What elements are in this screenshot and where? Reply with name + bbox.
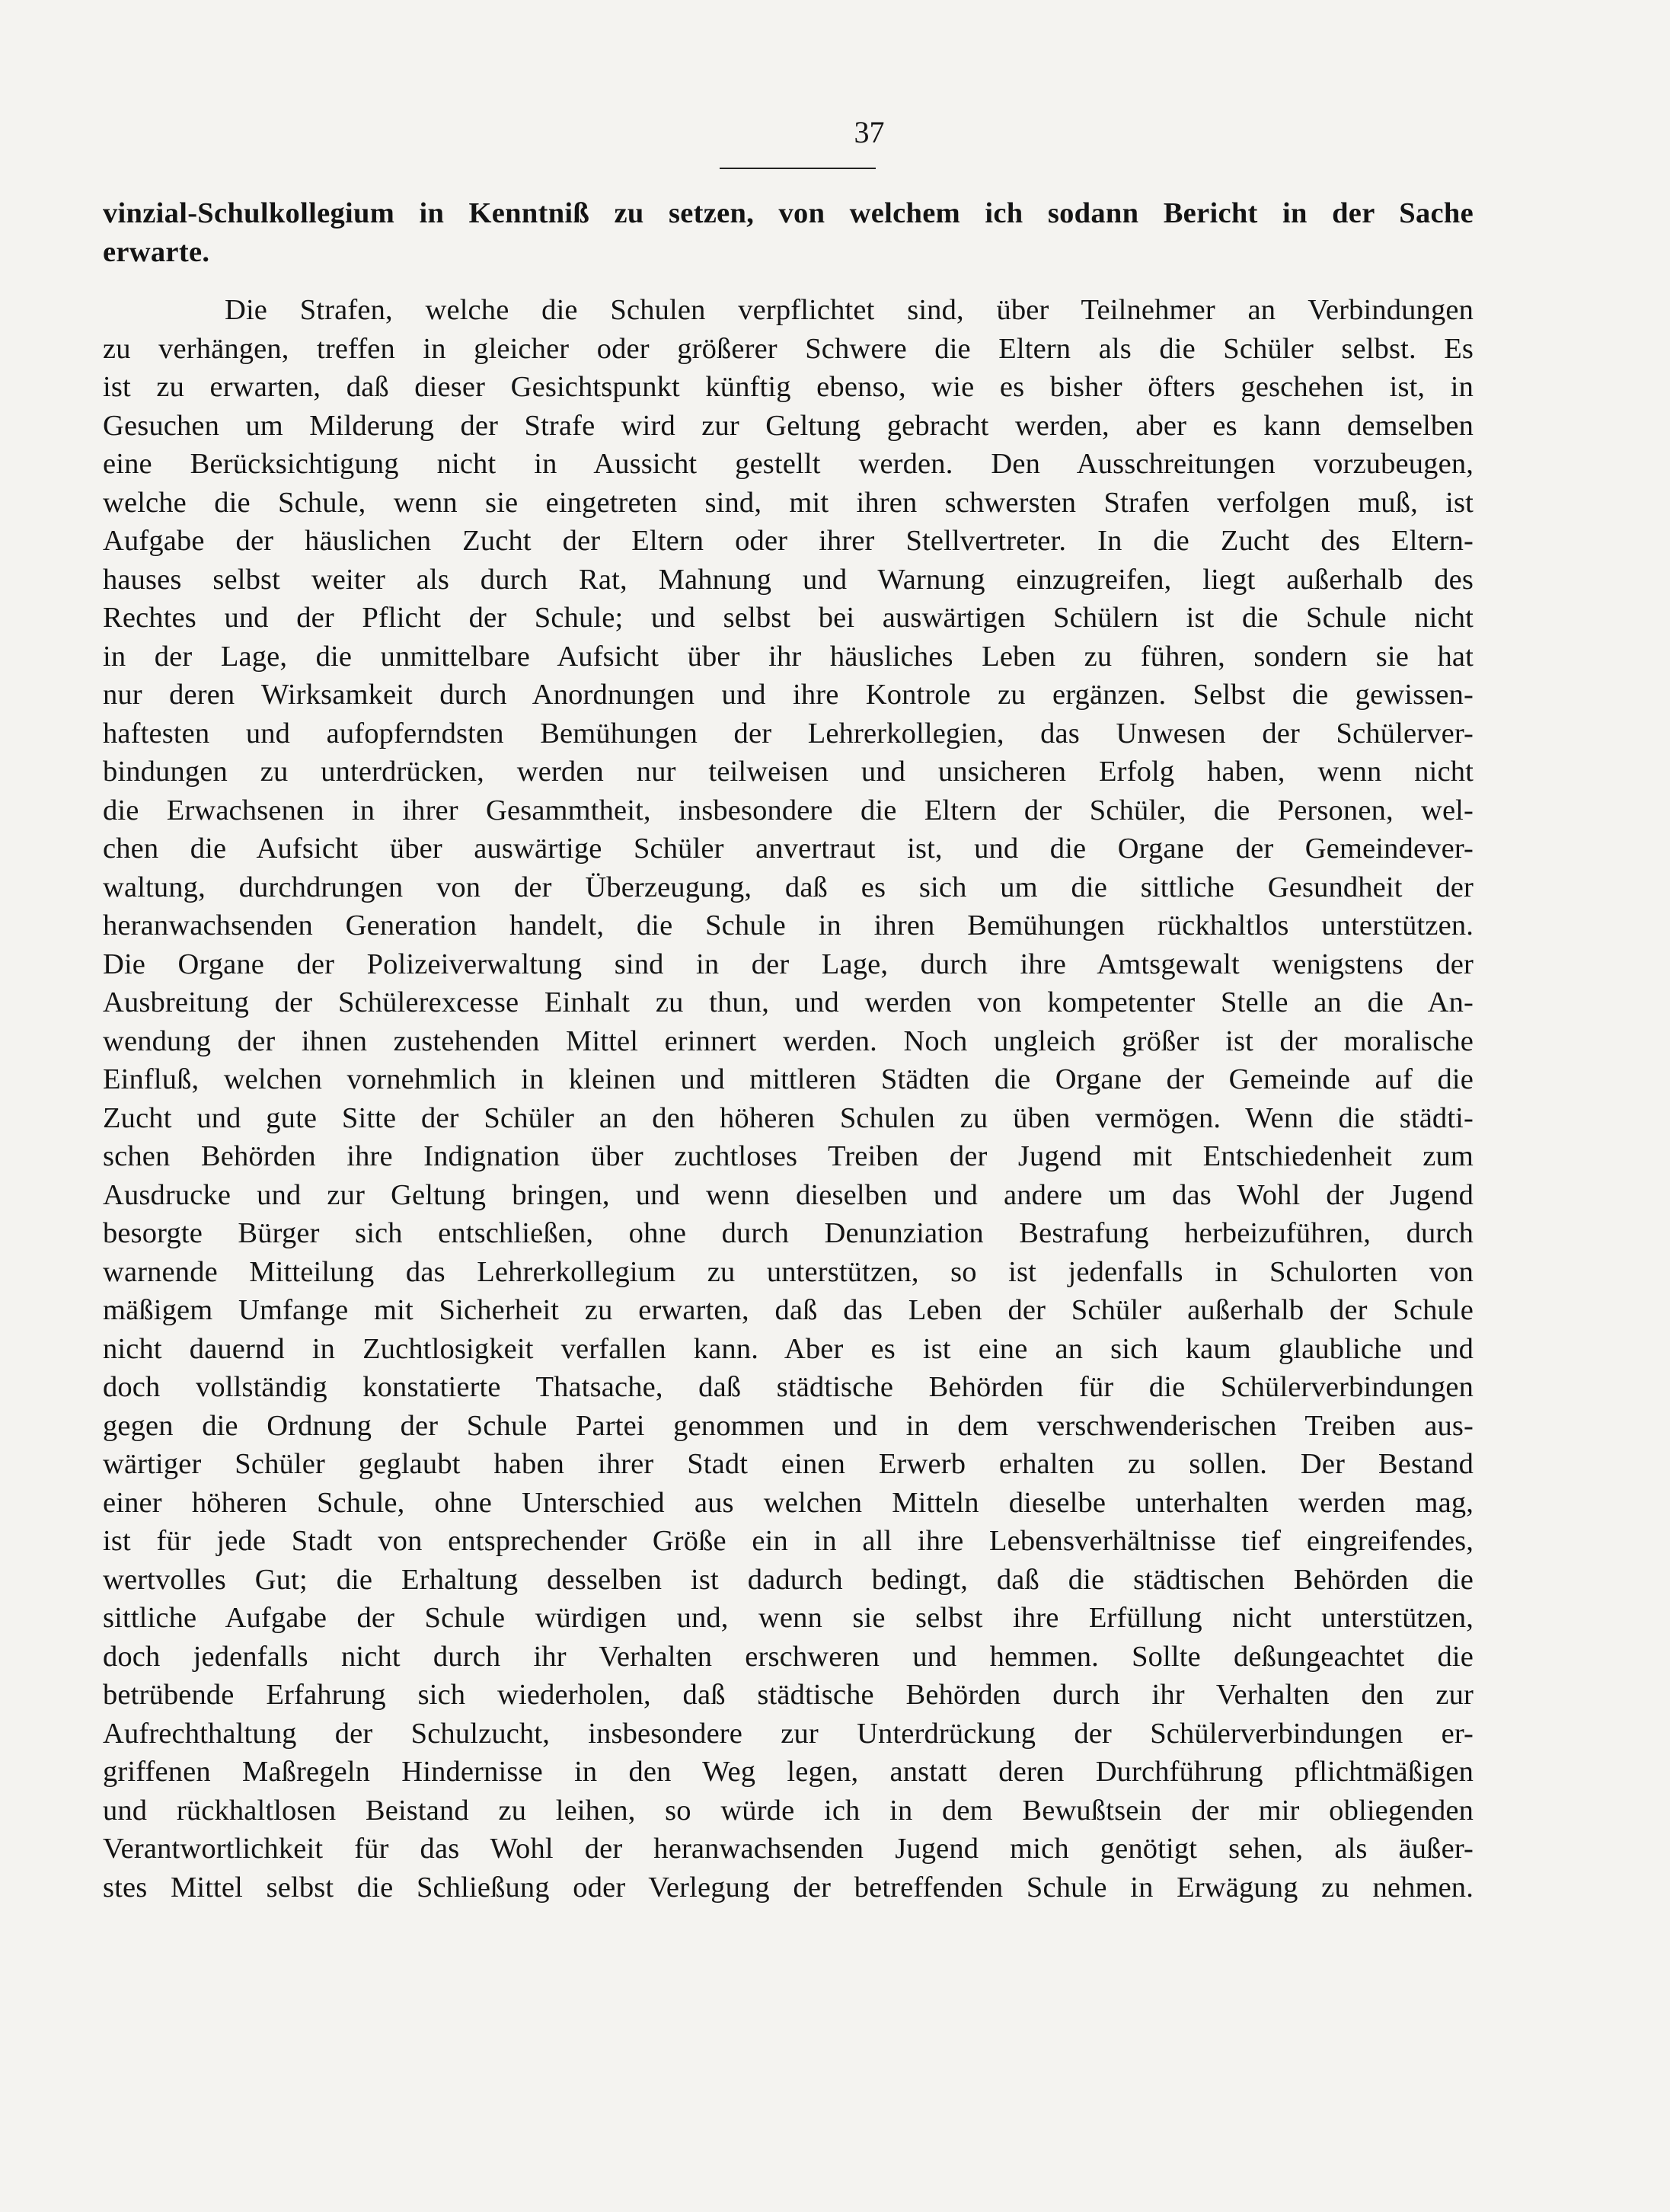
text-line: ist zu erwarten, daß dieser Gesichtspunkt künftig ebenso, wie es bisher öfters geschehen ist, in	[103, 371, 1474, 403]
text-line: Ausbreitung der Schülerexcesse Einhalt zu thun, und werden von kompetenter Stelle an die An-	[103, 986, 1474, 1018]
text-line: einer höheren Schule, ohne Unterschied aus welchen Mitteln dieselbe unterhalten werden mag,	[103, 1486, 1474, 1519]
text-line: Rechtes und der Pflicht der Schule; und selbst bei auswärtigen Schülern ist die Schule nicht	[103, 602, 1474, 634]
text-line: Die Organe der Polizeiverwaltung sind in der Lage, durch ihre Amtsgewalt wenigstens der	[103, 948, 1474, 980]
text-line: und rückhaltlosen Beistand zu leihen, so würde ich in dem Bewußtsein der mir obliegenden	[103, 1794, 1474, 1827]
text-line: nicht dauernd in Zuchtlosigkeit verfallen kann. Aber es ist eine an sich kaum glaubliche und	[103, 1332, 1474, 1365]
body-text	[103, 194, 1474, 1907]
text-line: zu verhängen, treffen in gleicher oder größerer Schwere die Eltern als die Schüler selbst. Es	[103, 332, 1474, 365]
text-line: Die Strafen, welche die Schulen verpflichtet sind, über Teilnehmer an Verbindungen	[225, 294, 1474, 326]
text-line: doch jedenfalls nicht durch ihr Verhalten erschweren und hemmen. Sollte deßungeachtet die	[103, 1640, 1474, 1673]
text-line: welche die Schule, wenn sie eingetreten sind, mit ihren schwersten Strafen verfolgen muß, ist	[103, 486, 1474, 519]
text-line: gegen die Ordnung der Schule Partei genommen und in dem verschwenderischen Treiben aus-	[103, 1409, 1474, 1442]
text-line: stes Mittel selbst die Schließung oder Verlegung der betreffenden Schule in Erwägung zu nehmen.	[103, 1871, 1474, 1904]
text-line: wärtiger Schüler geglaubt haben ihrer Stadt einen Erwerb erhalten zu sollen. Der Bestand	[103, 1448, 1474, 1480]
text-line: Ausdrucke und zur Geltung bringen, und wenn dieselben und andere um das Wohl der Jugend	[103, 1178, 1474, 1211]
text-line: nur deren Wirksamkeit durch Anordnungen und ihre Kontrole zu ergänzen. Selbst die gewissen-	[103, 679, 1474, 711]
text-line: sittliche Aufgabe der Schule würdigen und, wenn sie selbst ihre Erfüllung nicht unterstützen,	[103, 1602, 1474, 1634]
text-line: erwarte.	[103, 235, 210, 268]
paragraph-gap	[103, 271, 1474, 291]
page-header	[0, 114, 1670, 151]
text-line: Gesuchen um Milderung der Strafe wird zur Geltung gebracht werden, aber es kann demselben	[103, 409, 1474, 442]
text-line: schen Behörden ihre Indignation über zuchtloses Treiben der Jugend mit Entschiedenheit zum	[103, 1140, 1474, 1172]
text-line: wertvolles Gut; die Erhaltung desselben ist dadurch bedingt, daß die städtischen Behörden die	[103, 1563, 1474, 1596]
text-line: chen die Aufsicht über auswärtige Schüler anvertraut ist, und die Organe der Gemeindever-	[103, 833, 1474, 865]
text-line: mäßigem Umfange mit Sicherheit zu erwarten, daß das Leben der Schüler außerhalb der Schule	[103, 1294, 1474, 1326]
text-line: ist für jede Stadt von entsprechender Größe ein in all ihre Lebensverhältnisse tief eingreifendes,	[103, 1525, 1474, 1557]
page-number: 37	[854, 115, 885, 149]
text-line: Einfluß, welchen vornehmlich in kleinen und mittleren Städten die Organe der Gemeinde auf die	[103, 1063, 1474, 1095]
text-line: bindungen zu unterdrücken, werden nur teilweisen und unsicheren Erfolg haben, wenn nicht	[103, 756, 1474, 788]
text-line: die Erwachsenen in ihrer Gesammtheit, insbesondere die Eltern der Schüler, die Personen, wel-	[103, 794, 1474, 826]
text-line: Aufrechthaltung der Schulzucht, insbesondere zur Unterdrückung der Schülerverbindungen er-	[103, 1717, 1474, 1750]
text-line: warnende Mitteilung das Lehrerkollegium zu unterstützen, so ist jedenfalls in Schulorten von	[103, 1255, 1474, 1288]
text-line: griffenen Maßregeln Hindernisse in den Weg legen, anstatt deren Durchführung pflichtmäßigen	[103, 1756, 1474, 1788]
text-line: eine Berücksichtigung nicht in Aussicht gestellt werden. Den Ausschreitungen vorzubeugen,	[103, 448, 1474, 480]
text-line: Zucht und gute Sitte der Schüler an den höheren Schulen zu üben vermögen. Wenn die städti-	[103, 1101, 1474, 1134]
text-line: heranwachsenden Generation handelt, die Schule in ihren Bemühungen rückhaltlos unterstützen.	[103, 909, 1474, 941]
text-line: vinzial-Schulkollegium in Kenntniß zu setzen, von welchem ich sodann Bericht in der Sache	[103, 197, 1474, 229]
text-line: Aufgabe der häuslichen Zucht der Eltern oder ihrer Stellvertreter. In die Zucht des Eltern-	[103, 525, 1474, 557]
header-rule	[720, 168, 876, 169]
text-line: haftesten und aufopferndsten Bemühungen der Lehrerkollegien, das Unwesen der Schülerver-	[103, 717, 1474, 750]
text-line: betrübende Erfahrung sich wiederholen, daß städtische Behörden durch ihr Verhalten den zur	[103, 1679, 1474, 1711]
text-line: hauses selbst weiter als durch Rat, Mahnung und Warnung einzugreifen, liegt außerhalb des	[103, 563, 1474, 596]
text-line: Verantwortlichkeit für das Wohl der heranwachsenden Jugend mich genötigt sehen, als äußer-	[103, 1833, 1474, 1865]
text-line: wendung der ihnen zustehenden Mittel erinnert werden. Noch ungleich größer ist der moralische	[103, 1024, 1474, 1057]
text-line: besorgte Bürger sich entschließen, ohne durch Denunziation Bestrafung herbeizuführen, durch	[103, 1217, 1474, 1249]
text-line: in der Lage, die unmittelbare Aufsicht über ihr häusliches Leben zu führen, sondern sie hat	[103, 640, 1474, 673]
text-line: doch vollständig konstatierte Thatsache, daß städtische Behörden für die Schülerverbindungen	[103, 1371, 1474, 1403]
text-line: waltung, durchdrungen von der Überzeugung, daß es sich um die sittliche Gesundheit der	[103, 871, 1474, 903]
